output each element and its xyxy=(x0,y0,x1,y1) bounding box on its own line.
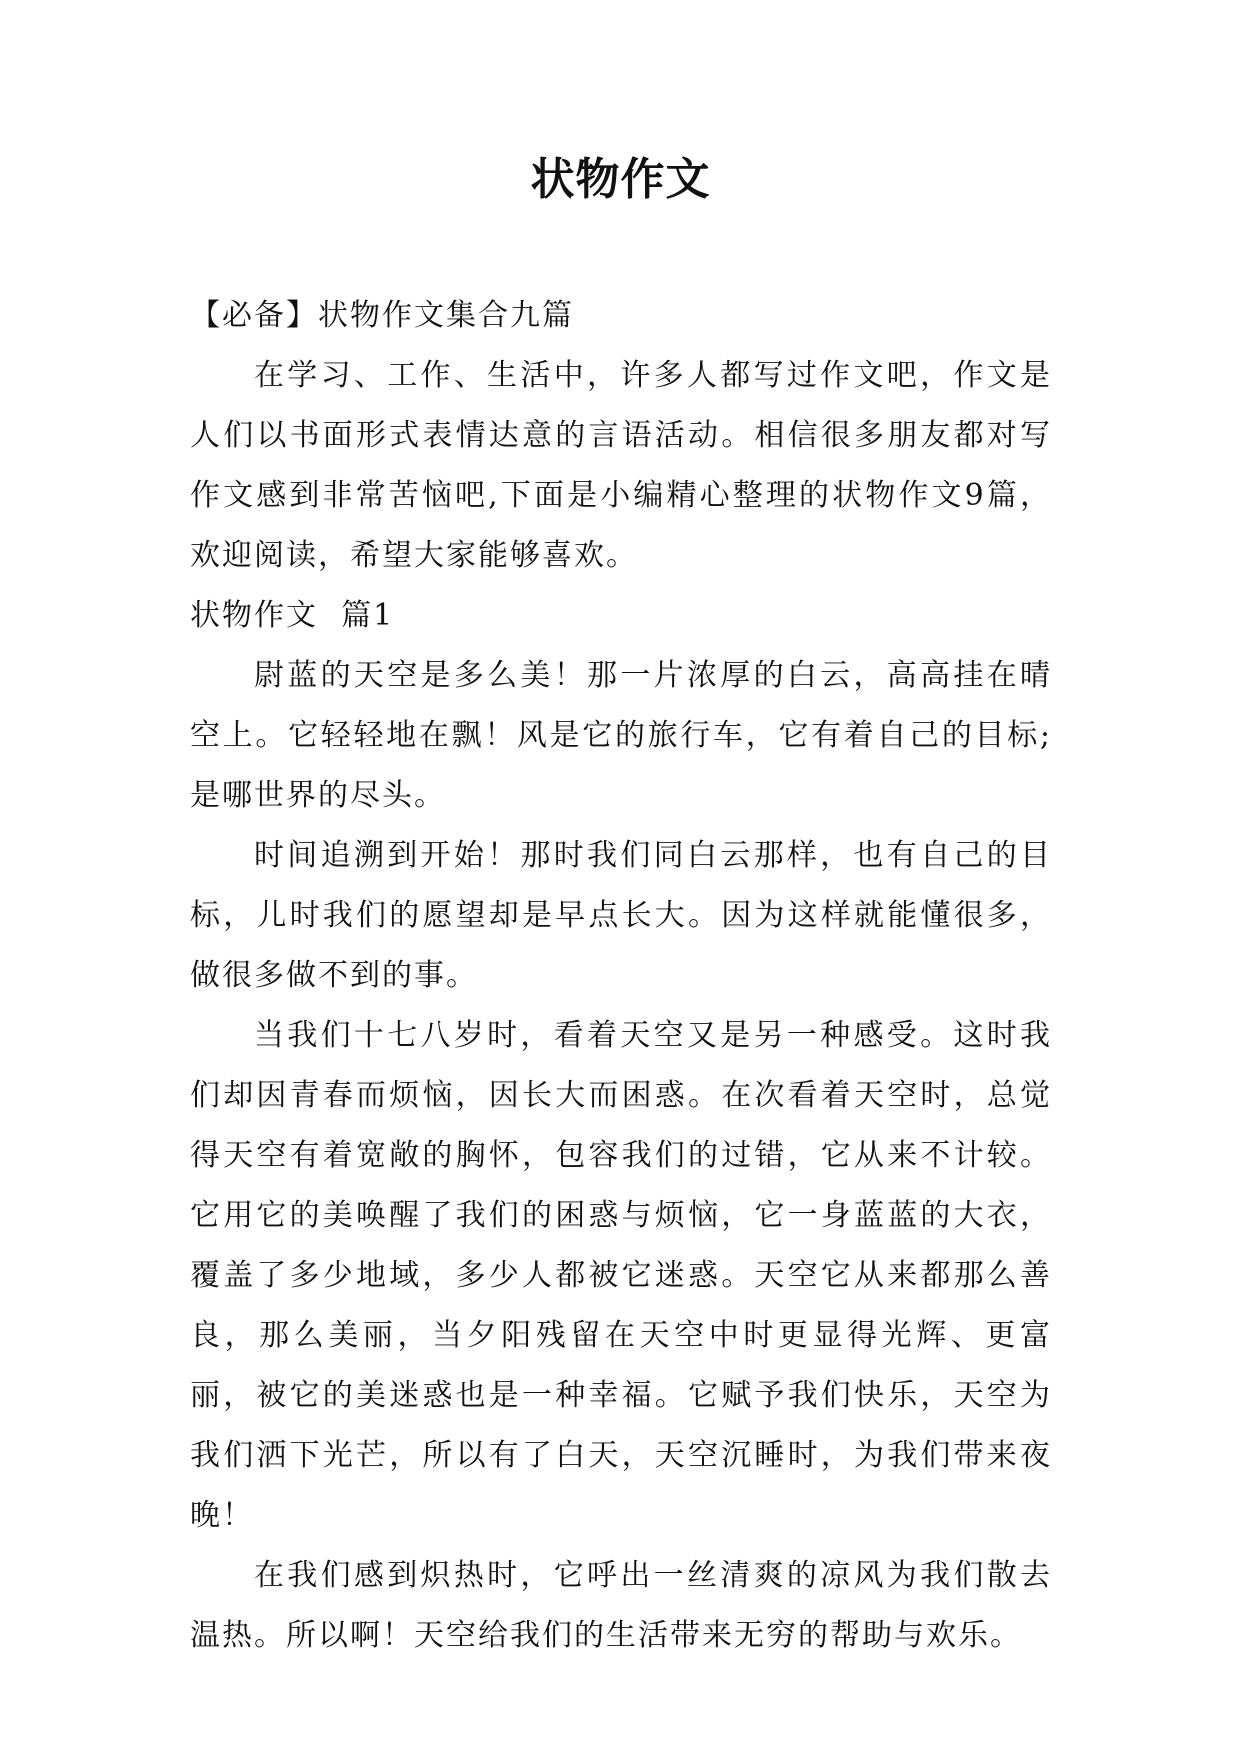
body-paragraph: 在我们感到炽热时，它呼出一丝清爽的凉风为我们散去温热。所以啊！天空给我们的生活带来无穷的帮助与欢乐。 xyxy=(190,1558,1052,1653)
body-paragraph: 当我们十七八岁时，看着天空又是另一种感受。这时我们却因青春而烦恼，因长大而困惑。在次看着天空时，总觉得天空有着宽敞的胸怀，包容我们的过错，它从来不计较。它用它的美唤醒了我们的困惑与烦恼，它一身蓝蓝的大衣，覆盖了多少地域，多少人都被它迷惑。天空它从来都那么善良，那么美丽，当夕阳残留在天空中时更显得光辉、更富丽，被它的美迷惑也是一种幸福。它赋予我们快乐，天空为我们洒下光芒，所以有了白天，天空沉睡时，为我们带来夜晚！ xyxy=(190,1018,1052,1533)
section-heading: 状物作文 篇1 xyxy=(190,598,395,633)
body-paragraph: 时间追溯到开始！那时我们同白云那样，也有自己的目标，儿时我们的愿望却是早点长大。因为这样就能懂很多，做很多做不到的事。 xyxy=(190,838,1052,993)
document-subtitle: 【必备】状物作文集合九篇 xyxy=(190,298,574,333)
document-title: 状物作文 xyxy=(530,154,711,205)
document-body xyxy=(190,286,1052,1666)
body-paragraph: 尉蓝的天空是多么美！那一片浓厚的白云，高高挂在晴空上。它轻轻地在飘！风是它的旅行车，它有着自己的目标;是哪世界的尽头。 xyxy=(190,658,1052,813)
intro-paragraph: 在学习、工作、生活中，许多人都写过作文吧，作文是人们以书面形式表情达意的言语活动。相信很多朋友都对写作文感到非常苦恼吧,下面是小编精心整理的状物作文9篇，欢迎阅读，希望大家能够喜欢。 xyxy=(190,358,1052,573)
